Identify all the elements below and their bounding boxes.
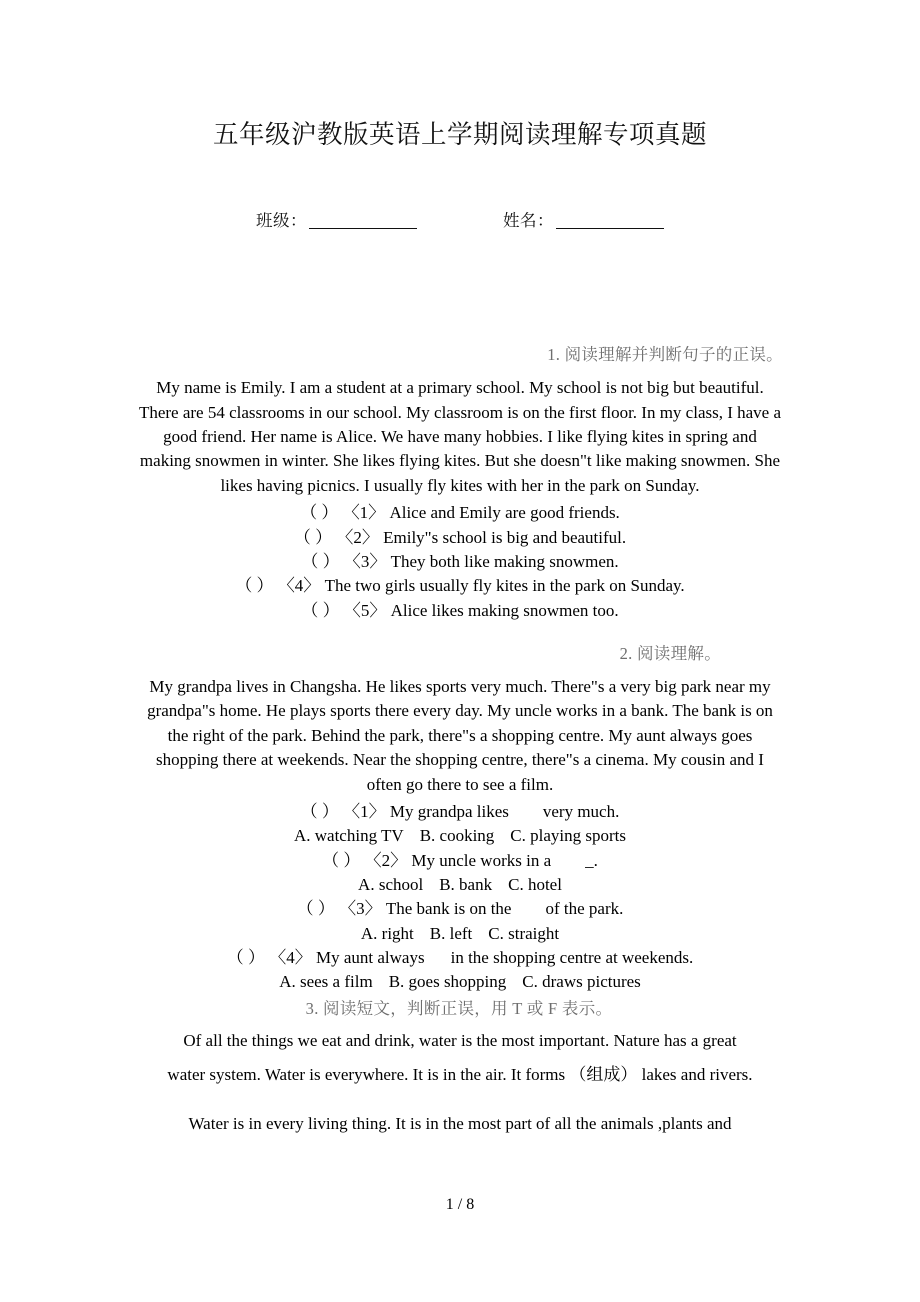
section-3-passage bbox=[137, 1024, 783, 1092]
question-number: 〈3〉 bbox=[339, 899, 382, 919]
question-item[interactable] bbox=[137, 800, 783, 824]
answer-bracket[interactable]: （ ） bbox=[300, 802, 339, 822]
section-2-question-list bbox=[137, 800, 783, 994]
question-number: 〈1〉 bbox=[343, 802, 386, 822]
question-item[interactable] bbox=[137, 849, 783, 873]
passage-line: Water is in every living thing. It is in the most part of all the animals ,plants and bbox=[188, 1114, 732, 1134]
answer-bracket[interactable]: （ ） bbox=[300, 503, 339, 523]
section-1-question-list bbox=[137, 501, 783, 622]
class-blank-input[interactable] bbox=[309, 213, 417, 229]
section-1-heading: 1. 阅读理解并判断句子的正误。 bbox=[547, 345, 783, 365]
option-row bbox=[137, 824, 783, 848]
question-stem-end: very much. bbox=[542, 802, 620, 822]
section-2-passage: My grandpa lives in Changsha. He likes sports very much. There"s a very big park near my grandpa"s home. He plays sports there every day. My uncle works in a bank. The bank is on the right of the park. Behind the park, there"s a shopping centre. My aunt always goes shopping there at weekends. Near the shopping centre, there"s a cinema. My cousin and I often go there to see a film. bbox=[147, 676, 773, 794]
question-item[interactable] bbox=[137, 897, 783, 921]
question-stem: My aunt always bbox=[316, 947, 425, 967]
class-label: 班级： bbox=[256, 211, 307, 231]
option-c[interactable]: C. straight bbox=[488, 923, 560, 943]
answer-bracket[interactable]: （ ） bbox=[301, 600, 340, 620]
page-number-total: 8 bbox=[466, 1196, 475, 1213]
answer-bracket[interactable]: （ ） bbox=[226, 947, 265, 967]
question-text: Alice and Emily are good friends. bbox=[389, 503, 620, 523]
question-text: They both like making snowmen. bbox=[390, 552, 619, 571]
answer-bracket[interactable]: （ ） bbox=[296, 899, 335, 919]
class-field bbox=[256, 207, 417, 231]
option-a[interactable]: A. school bbox=[358, 875, 424, 895]
section-2-heading: 2. 阅读理解。 bbox=[619, 643, 721, 663]
answer-bracket[interactable]: （ ） bbox=[301, 552, 340, 571]
answer-bracket[interactable]: （ ） bbox=[322, 850, 361, 870]
name-label: 姓名： bbox=[503, 211, 554, 231]
identity-row bbox=[137, 207, 783, 231]
option-b[interactable]: B. goes shopping bbox=[388, 972, 507, 992]
option-row bbox=[137, 922, 783, 946]
question-item[interactable] bbox=[137, 599, 783, 623]
name-blank-input[interactable] bbox=[556, 213, 664, 229]
passage-line: water system. Water is everywhere. It is in the air. It forms （组成） lakes and rivers. bbox=[167, 1065, 753, 1085]
question-number: 〈2〉 bbox=[364, 850, 408, 870]
answer-bracket[interactable]: （ ） bbox=[235, 576, 274, 596]
question-number: 〈5〉 bbox=[343, 600, 387, 620]
question-item[interactable] bbox=[137, 574, 783, 598]
page-number-separator: / bbox=[457, 1196, 463, 1213]
question-stem-end: _. bbox=[585, 850, 598, 870]
option-c[interactable]: C. draws pictures bbox=[522, 972, 641, 992]
question-number: 〈3〉 bbox=[343, 552, 387, 571]
answer-bracket[interactable]: （ ） bbox=[293, 527, 333, 547]
question-number: 〈4〉 bbox=[269, 947, 312, 967]
question-text: The two girls usually fly kites in the park on Sunday. bbox=[324, 576, 685, 596]
question-item[interactable] bbox=[137, 526, 783, 550]
option-row bbox=[137, 970, 783, 994]
option-c[interactable]: C. hotel bbox=[508, 875, 562, 895]
page-number-current: 1 bbox=[445, 1196, 454, 1213]
question-number: 〈2〉 bbox=[336, 527, 379, 547]
question-text: Emily"s school is big and beautiful. bbox=[383, 527, 627, 547]
option-a[interactable]: A. watching TV bbox=[293, 826, 404, 846]
question-item[interactable] bbox=[137, 946, 783, 970]
question-stem: The bank is on the bbox=[385, 899, 512, 919]
page-title: 五年级沪教版英语上学期阅读理解专项真题 bbox=[212, 120, 707, 149]
section-3-passage-cont bbox=[137, 1110, 783, 1137]
section-1-passage: My name is Emily. I am a student at a primary school. My school is not big but beautiful. There are 54 classrooms in our school. My classroom is on the first floor. In my class, I have a good friend. Her name is Alice. We have many hobbies. I like flying kites in spring and making snowmen in winter. She likes flying kites. But she doesn"t like making snowmen. She likes having picnics. I usually fly kites with her in the park on Sunday. bbox=[138, 378, 782, 495]
option-b[interactable]: B. bank bbox=[439, 875, 493, 895]
name-field bbox=[503, 207, 664, 231]
question-stem: My grandpa likes bbox=[389, 802, 509, 822]
section-3-heading: 3. 阅读短文，判断正误，用 T 或 F 表示。 bbox=[305, 998, 613, 1018]
option-c[interactable]: C. playing sports bbox=[510, 826, 626, 846]
option-row bbox=[137, 873, 783, 897]
question-stem-end: in the shopping centre at weekends. bbox=[450, 947, 694, 967]
page-footer bbox=[0, 1196, 920, 1214]
option-a[interactable]: A. sees a film bbox=[279, 972, 373, 992]
passage-line: Of all the things we eat and drink, water is the most important. Nature has a great bbox=[183, 1031, 737, 1051]
question-item[interactable] bbox=[137, 550, 783, 574]
question-item[interactable] bbox=[137, 501, 783, 525]
option-a[interactable]: A. right bbox=[360, 923, 414, 943]
page-content bbox=[137, 0, 783, 1138]
question-stem: My uncle works in a bbox=[411, 850, 552, 870]
question-text: Alice likes making snowmen too. bbox=[390, 600, 619, 620]
option-b[interactable]: B. cooking bbox=[419, 826, 495, 846]
question-number: 〈1〉 bbox=[342, 503, 386, 523]
question-number: 〈4〉 bbox=[277, 576, 321, 596]
option-b[interactable]: B. left bbox=[429, 923, 473, 943]
question-stem-end: of the park. bbox=[545, 899, 624, 919]
